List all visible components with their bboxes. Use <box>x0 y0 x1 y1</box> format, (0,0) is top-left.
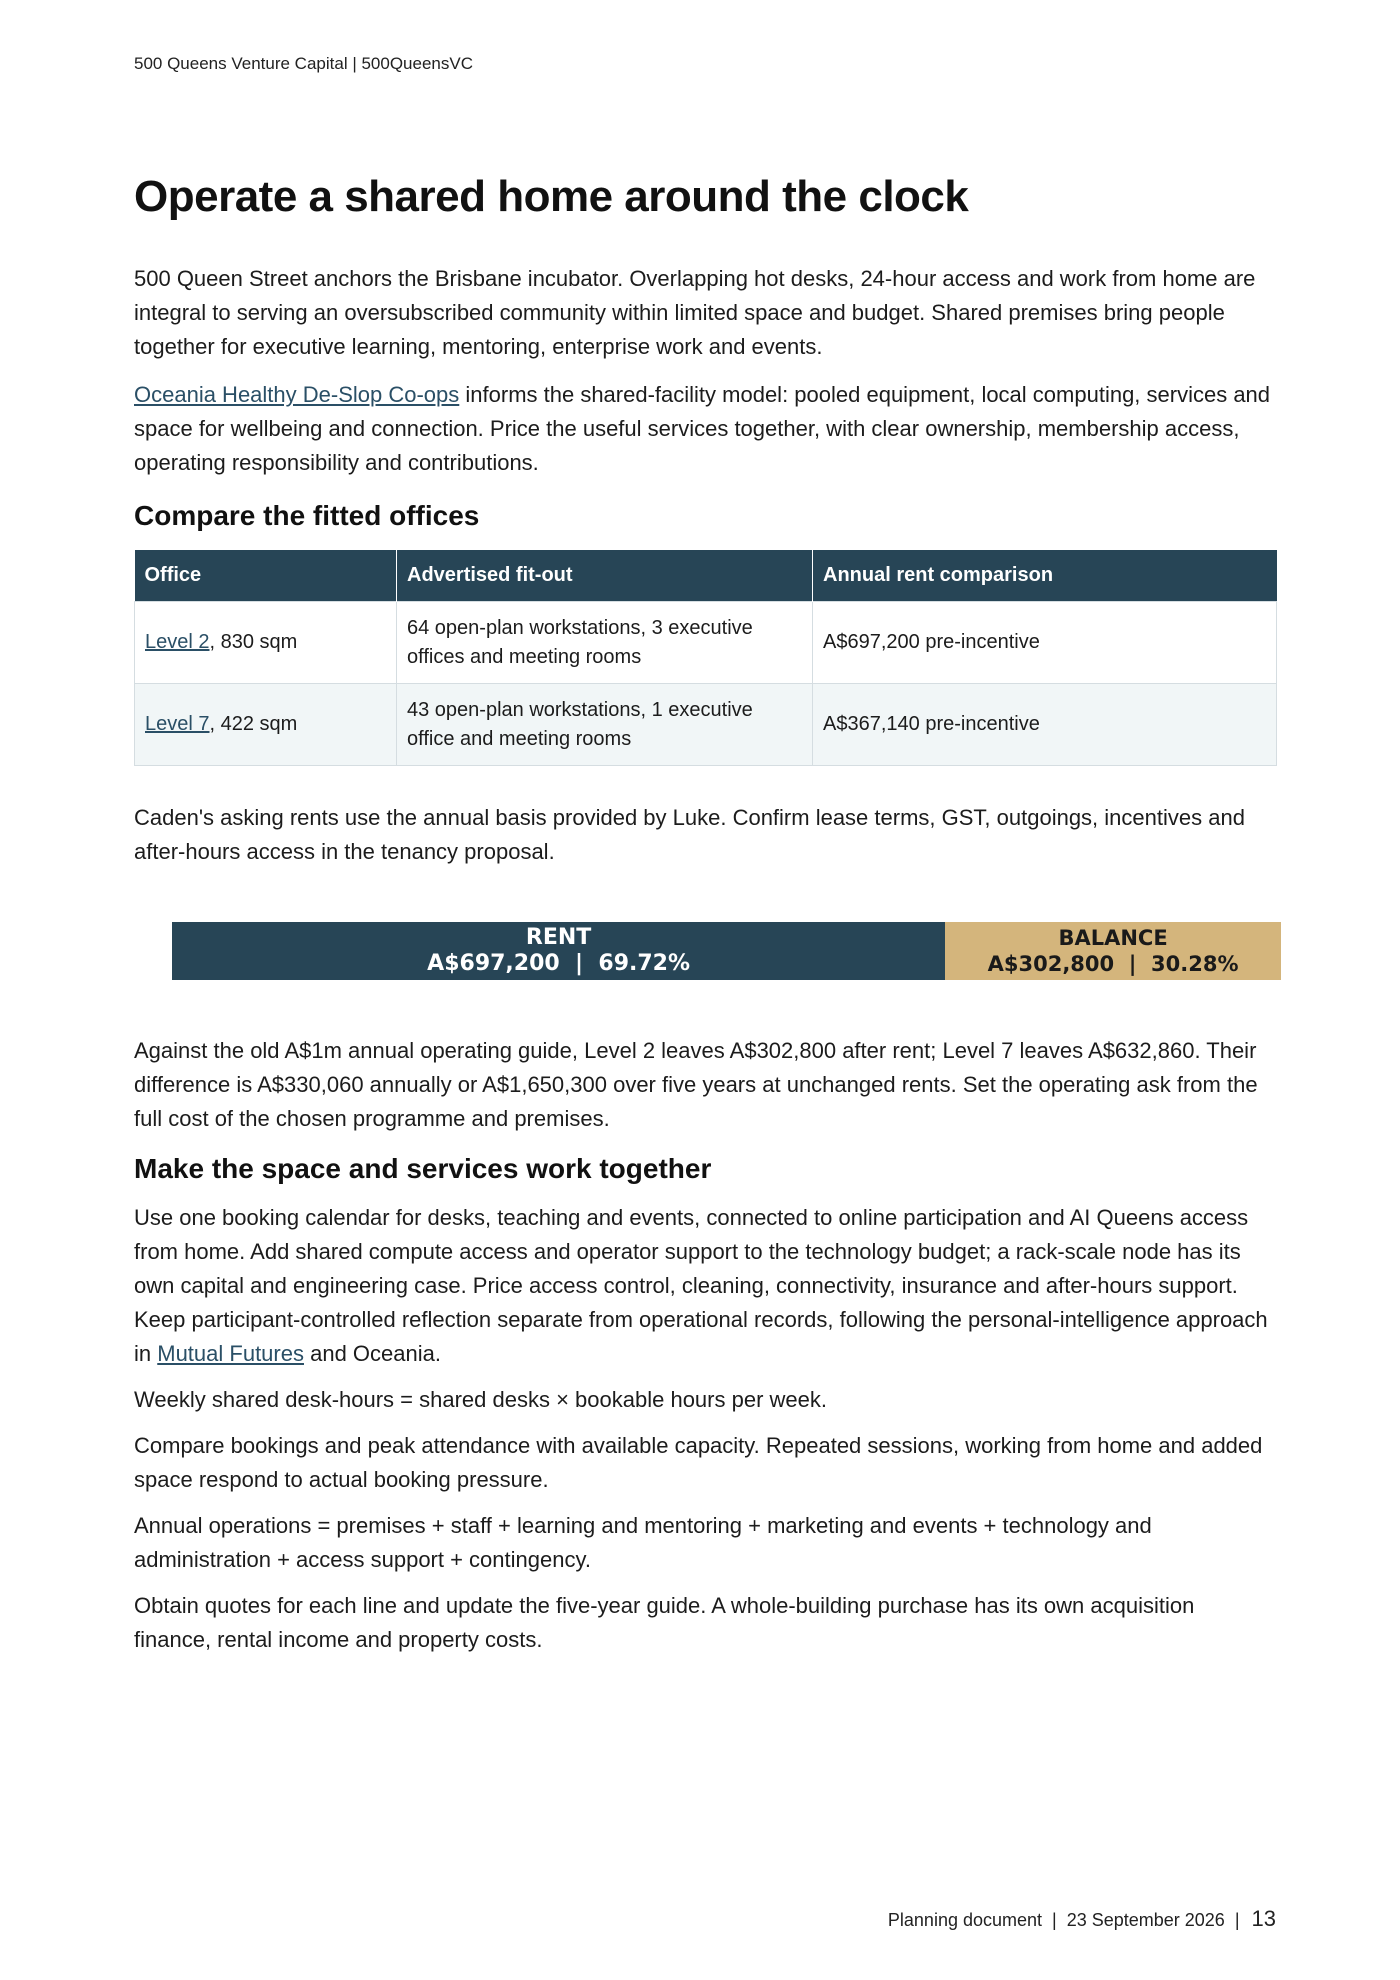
oceania-co-ops-link[interactable]: Oceania Healthy De-Slop Co-ops <box>134 382 460 407</box>
column-header-rent: Annual rent comparison <box>813 550 1277 602</box>
running-header: 500 Queens Venture Capital | 500QueensVC <box>134 54 473 73</box>
column-header-fitout: Advertised fit-out <box>397 550 813 602</box>
level-2-link[interactable]: Level 2 <box>145 631 210 653</box>
budget-comparison: Against the old A$1m annual operating guide, Level 2 leaves A$302,800 after rent; Level 7 leaves A$632,860. Their difference is A$330,060 annually or A$1,650,300 over five years at unchanged rents. Set the operating ask from the full cost of the chosen programme and premises. <box>134 1038 1258 1131</box>
table-row-level-7 <box>135 684 1277 766</box>
table-row-level-2 <box>135 602 1277 684</box>
footer-doc-type: Planning document <box>887 1910 1043 1930</box>
intro-paragraph-2-text: informs the shared-facility model: pooled equipment, local computing, services and space for wellbeing and connection. Price the useful services together, with clear ownership, membership access, operating responsibility and contributions. <box>134 382 1271 475</box>
office-size: , 422 sqm <box>209 713 298 735</box>
page-title: Operate a shared home around the clock <box>134 172 969 221</box>
intro-paragraph-2 <box>134 378 1276 480</box>
office-size: , 830 sqm <box>209 631 298 653</box>
rent-cell: A$367,140 pre-incentive <box>813 684 1277 766</box>
table-header-row <box>135 550 1277 602</box>
balance-segment <box>945 922 1281 980</box>
balance-value: A$302,800 | 30.28% <box>987 952 1239 976</box>
fitout-cell: 43 open-plan workstations, 1 executive office and meeting rooms <box>397 684 813 766</box>
rent-value: A$697,200 | 69.72% <box>427 951 691 976</box>
services-paragraph-1-end: and Oceania. <box>303 1341 441 1366</box>
services-section <box>134 1201 1276 1657</box>
mutual-futures-link[interactable]: Mutual Futures <box>157 1341 304 1366</box>
balance-label: BALANCE <box>1058 926 1168 950</box>
services-paragraph-1-text: Use one booking calendar for desks, teaching and events, connected to online participation and AI Queens access from home. Add shared compute access and operator support to the technology budget; a rack-scale node has its own capital and engineering case. Price access control, cleaning, connectivity, insurance and after-hours support. Keep participant-controlled reflection separate from operational records, following the personal-intelligence approach in <box>134 1205 1268 1366</box>
office-cell <box>135 602 397 684</box>
operations-formula: Annual operations = premises + staff + learning and mentoring + marketing and events + technology and administration + access support + contingency. <box>134 1513 1152 1572</box>
footer-separator: | <box>1042 1910 1067 1930</box>
footer-separator: | <box>1224 1910 1250 1930</box>
level-7-link[interactable]: Level 7 <box>145 713 210 735</box>
footer-date: 23 September 2026 <box>1066 1910 1225 1930</box>
fitout-cell: 64 open-plan workstations, 3 executive offices and meeting rooms <box>397 602 813 684</box>
offices-table <box>134 550 1277 766</box>
office-cell <box>135 684 397 766</box>
page-number: 13 <box>1251 1906 1276 1931</box>
page-footer <box>888 1906 1276 1932</box>
rent-cell: A$697,200 pre-incentive <box>813 602 1277 684</box>
services-paragraph-1 <box>134 1201 1276 1371</box>
offices-heading: Compare the fitted offices <box>134 500 480 531</box>
services-heading: Make the space and services work together <box>134 1153 712 1184</box>
capacity-paragraph: Compare bookings and peak attendance with available capacity. Repeated sessions, working from home and added space respond to actual booking pressure. <box>134 1433 1263 1492</box>
rent-segment <box>172 922 945 980</box>
intro-paragraph-1: 500 Queen Street anchors the Brisbane incubator. Overlapping hot desks, 24-hour access and work from home are integral to serving an oversubscribed community within limited space and budget. Shared premises bring people together for executive learning, mentoring, enterprise work and events. <box>134 266 1256 359</box>
offices-table-wrap <box>134 550 1276 766</box>
column-header-office: Office <box>135 550 397 602</box>
rent-label: RENT <box>525 925 592 950</box>
desk-hours-formula: Weekly shared desk-hours = shared desks × bookable hours per week. <box>134 1387 827 1412</box>
rent-note: Caden's asking rents use the annual basis provided by Luke. Confirm lease terms, GST, outgoings, incentives and after-hours access in the tenancy proposal. <box>134 805 1245 864</box>
budget-bar <box>172 922 1281 980</box>
quotes-paragraph: Obtain quotes for each line and update the five-year guide. A whole-building purchase has its own acquisition finance, rental income and property costs. <box>134 1593 1195 1652</box>
intro-section <box>134 262 1276 480</box>
